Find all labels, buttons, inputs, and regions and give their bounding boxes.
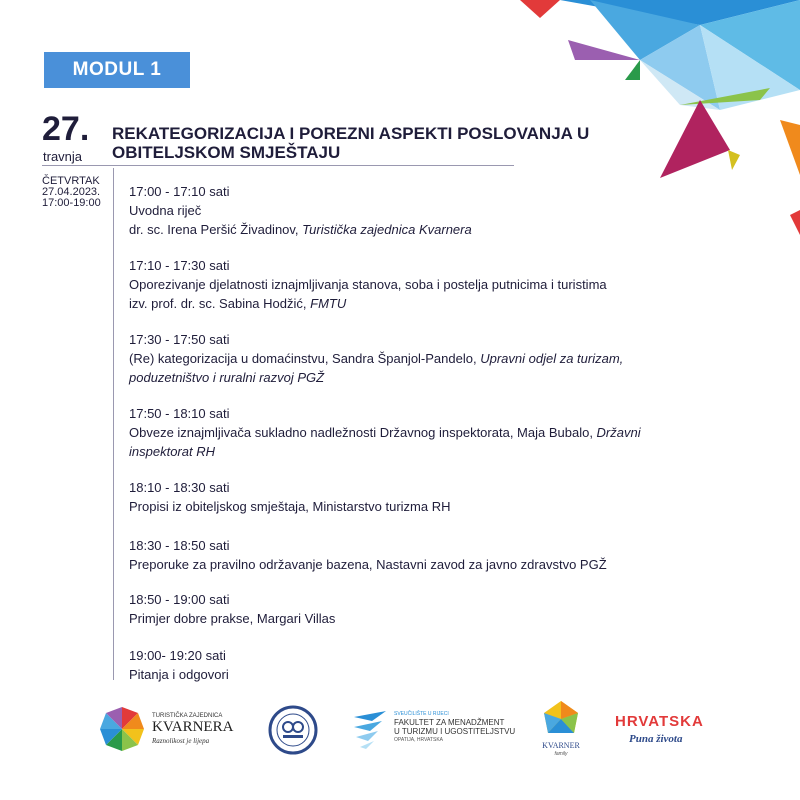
event-day: 27. <box>42 110 90 148</box>
kvarner-family-icon <box>538 699 584 739</box>
fmtu-line2: FAKULTET ZA MENADŽMENT <box>394 718 505 727</box>
university-seal-icon <box>268 705 318 755</box>
agenda-line <box>129 201 729 220</box>
agenda-text: izv. prof. dr. sc. Sabina Hodžić, <box>129 296 311 311</box>
agenda-time: 19:00- 19:20 sati <box>129 648 226 663</box>
logo-fmtu <box>352 709 522 759</box>
agenda-text: inspektorat RH <box>129 444 215 459</box>
agenda-text: , Ministarstvo turizma RH <box>305 499 451 514</box>
agenda-time: 17:10 - 17:30 sati <box>129 258 230 273</box>
date-info <box>42 176 110 209</box>
agenda-line <box>129 609 729 628</box>
logo-university-seal <box>268 705 318 755</box>
agenda-line <box>129 555 729 574</box>
logo-tz-kvarnera <box>100 707 240 752</box>
agenda-text: FMTU <box>310 296 347 311</box>
time-range: 17:00-19:00 <box>42 197 101 209</box>
agenda-text: , Sandra Španjol-Pandelo, <box>324 351 481 366</box>
logo-hrvatska <box>615 713 705 758</box>
agenda-text: Turistička zajednica Kvarnera <box>302 222 472 237</box>
agenda-time: 17:00 - 17:10 sati <box>129 184 230 199</box>
event-month: travnja <box>43 149 83 164</box>
agenda-line <box>129 368 729 387</box>
divider-horizontal <box>42 165 514 166</box>
agenda-text: Oporezivanje djelatnosti iznajmljivanja stanova, soba i postelja putnicima i turistima <box>129 277 607 292</box>
agenda-text: poduzetništvo i ruralni razvoj PGŽ <box>129 370 325 385</box>
agenda-time: 18:30 - 18:50 sati <box>129 538 230 553</box>
fmtu-line1: SVEUČILIŠTE U RIJECI <box>394 711 449 717</box>
agenda-text: Pitanja i odgovori <box>129 667 229 682</box>
kvarner-slogan: Raznolikost je lijepa <box>152 737 210 745</box>
agenda-item <box>129 536 729 574</box>
fmtu-waves-icon <box>352 709 388 749</box>
agenda-item <box>129 646 729 684</box>
agenda-line <box>129 442 729 461</box>
agenda-item <box>129 478 729 516</box>
page-title: REKATEGORIZACIJA I POREZNI ASPEKTI POSLOVANJA U OBITELJSKOM SMJEŠTAJU <box>112 124 590 162</box>
agenda-line <box>129 423 729 442</box>
agenda-item <box>129 330 729 387</box>
kvarner-family-sub: family <box>554 751 568 757</box>
agenda-time: 18:10 - 18:30 sati <box>129 480 230 495</box>
agenda-text: Nastavni zavod za javno zdravstvo PGŽ <box>372 557 607 572</box>
agenda-text: Margari Villas <box>253 611 336 626</box>
module-badge: MODUL 1 <box>44 52 190 88</box>
agenda-line <box>129 349 729 368</box>
agenda-text: Propisi iz obiteljskog smještaja <box>129 499 306 514</box>
agenda-line <box>129 294 729 313</box>
agenda-time: 17:30 - 17:50 sati <box>129 332 230 347</box>
kvarner-flower-icon <box>100 707 144 751</box>
agenda-text: Primjer dobre prakse, <box>129 611 254 626</box>
divider-vertical <box>113 168 114 680</box>
fmtu-line3: U TURIZMU I UGOSTITELJSTVU <box>394 727 516 736</box>
agenda-text: , Maja Bubalo, <box>509 425 597 440</box>
agenda-text: Uvodna riječ <box>129 203 202 218</box>
partner-logos <box>0 695 800 765</box>
kvarner-family-name: KVARNER <box>542 741 580 750</box>
logo-kvarner-family <box>536 699 586 763</box>
agenda-line <box>129 665 729 684</box>
agenda-item <box>129 404 729 461</box>
agenda-time: 17:50 - 18:10 sati <box>129 406 230 421</box>
agenda-item <box>129 590 729 628</box>
agenda-item <box>129 256 729 313</box>
hrvatska-name: HRVATSKA <box>615 713 704 730</box>
agenda-text: (Re) kategorizacija u domaćinstvu <box>129 351 325 366</box>
agenda-text: Preporuke za pravilno održavanje bazena, <box>129 557 373 572</box>
agenda-text: Državni <box>596 425 641 440</box>
agenda-line <box>129 220 729 239</box>
agenda-item <box>129 182 729 239</box>
agenda-text: Obveze iznajmljivača sukladno nadležnosti Državnog inspektorata <box>129 425 510 440</box>
agenda-text: Upravni odjel za turizam, <box>480 351 624 366</box>
kvarner-top: TURISTIČKA ZAJEDNICA <box>152 713 223 719</box>
hrvatska-slogan: Puna života <box>629 733 683 745</box>
date: 27.04.2023. <box>42 186 101 198</box>
agenda-time: 18:50 - 19:00 sati <box>129 592 230 607</box>
fmtu-line4: OPATIJA, HRVATSKA <box>394 737 443 743</box>
weekday: ČETVRTAK <box>42 175 100 187</box>
kvarner-name: KVARNERA <box>152 719 234 735</box>
agenda-line <box>129 497 729 516</box>
agenda-text: dr. sc. Irena Peršić Živadinov, <box>129 222 303 237</box>
agenda-line <box>129 275 729 294</box>
